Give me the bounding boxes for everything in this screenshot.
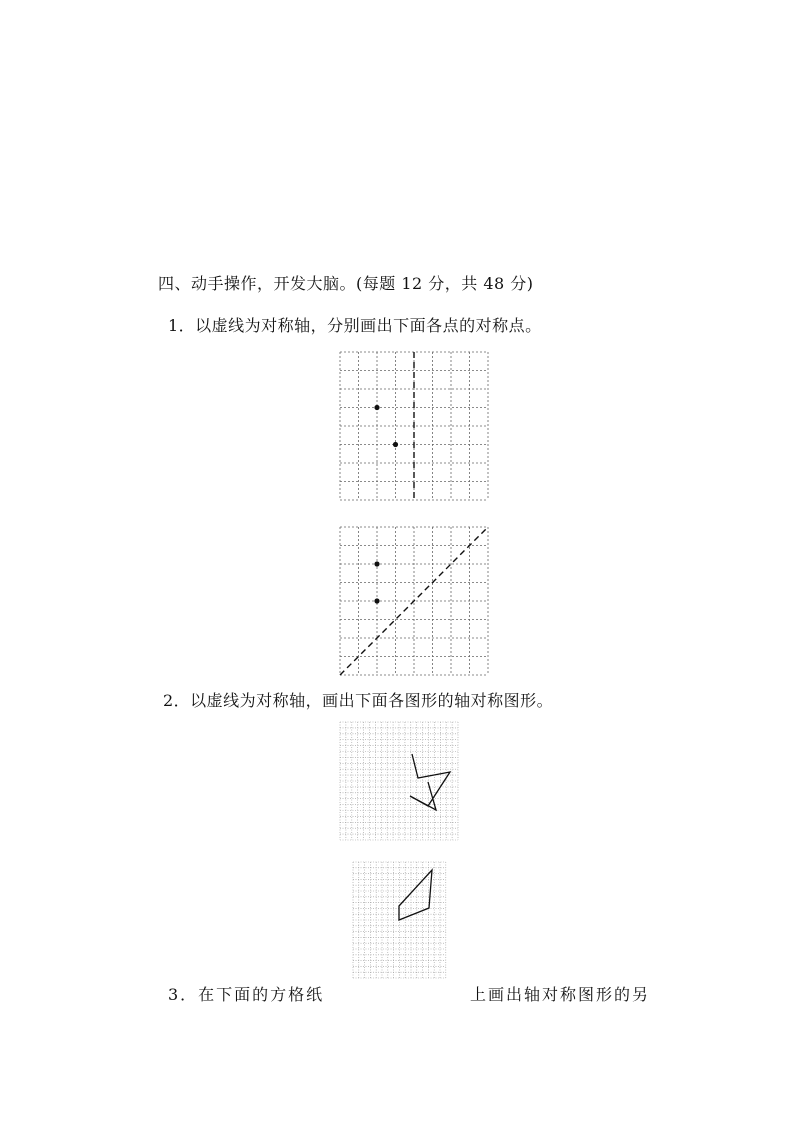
point-a: [374, 405, 379, 410]
grid-vertical-axis: [340, 352, 490, 502]
grid-figure-1: [340, 722, 460, 840]
grid-lines: [340, 722, 458, 840]
question-1-text: 1．以虚线为对称轴，分别画出下面各点的对称点。: [168, 316, 542, 335]
question-2-text: 2．以虚线为对称轴，画出下面各图形的轴对称图形。: [163, 691, 554, 710]
question-3-text-left: 3．在下面的方格纸: [168, 985, 325, 1004]
grid-diagonal-axis: [340, 527, 490, 677]
figure-2-shape: [399, 870, 432, 920]
point-d: [374, 598, 379, 603]
section-title: 四、动手操作，开发大脑。(每题 12 分，共 48 分): [158, 274, 534, 293]
point-b: [393, 442, 398, 447]
grid-figure-2: [353, 862, 445, 980]
point-c: [374, 561, 379, 566]
question-3-text-right: 上画出轴对称图形的另: [470, 985, 651, 1004]
figure-1-shape: [410, 754, 450, 810]
